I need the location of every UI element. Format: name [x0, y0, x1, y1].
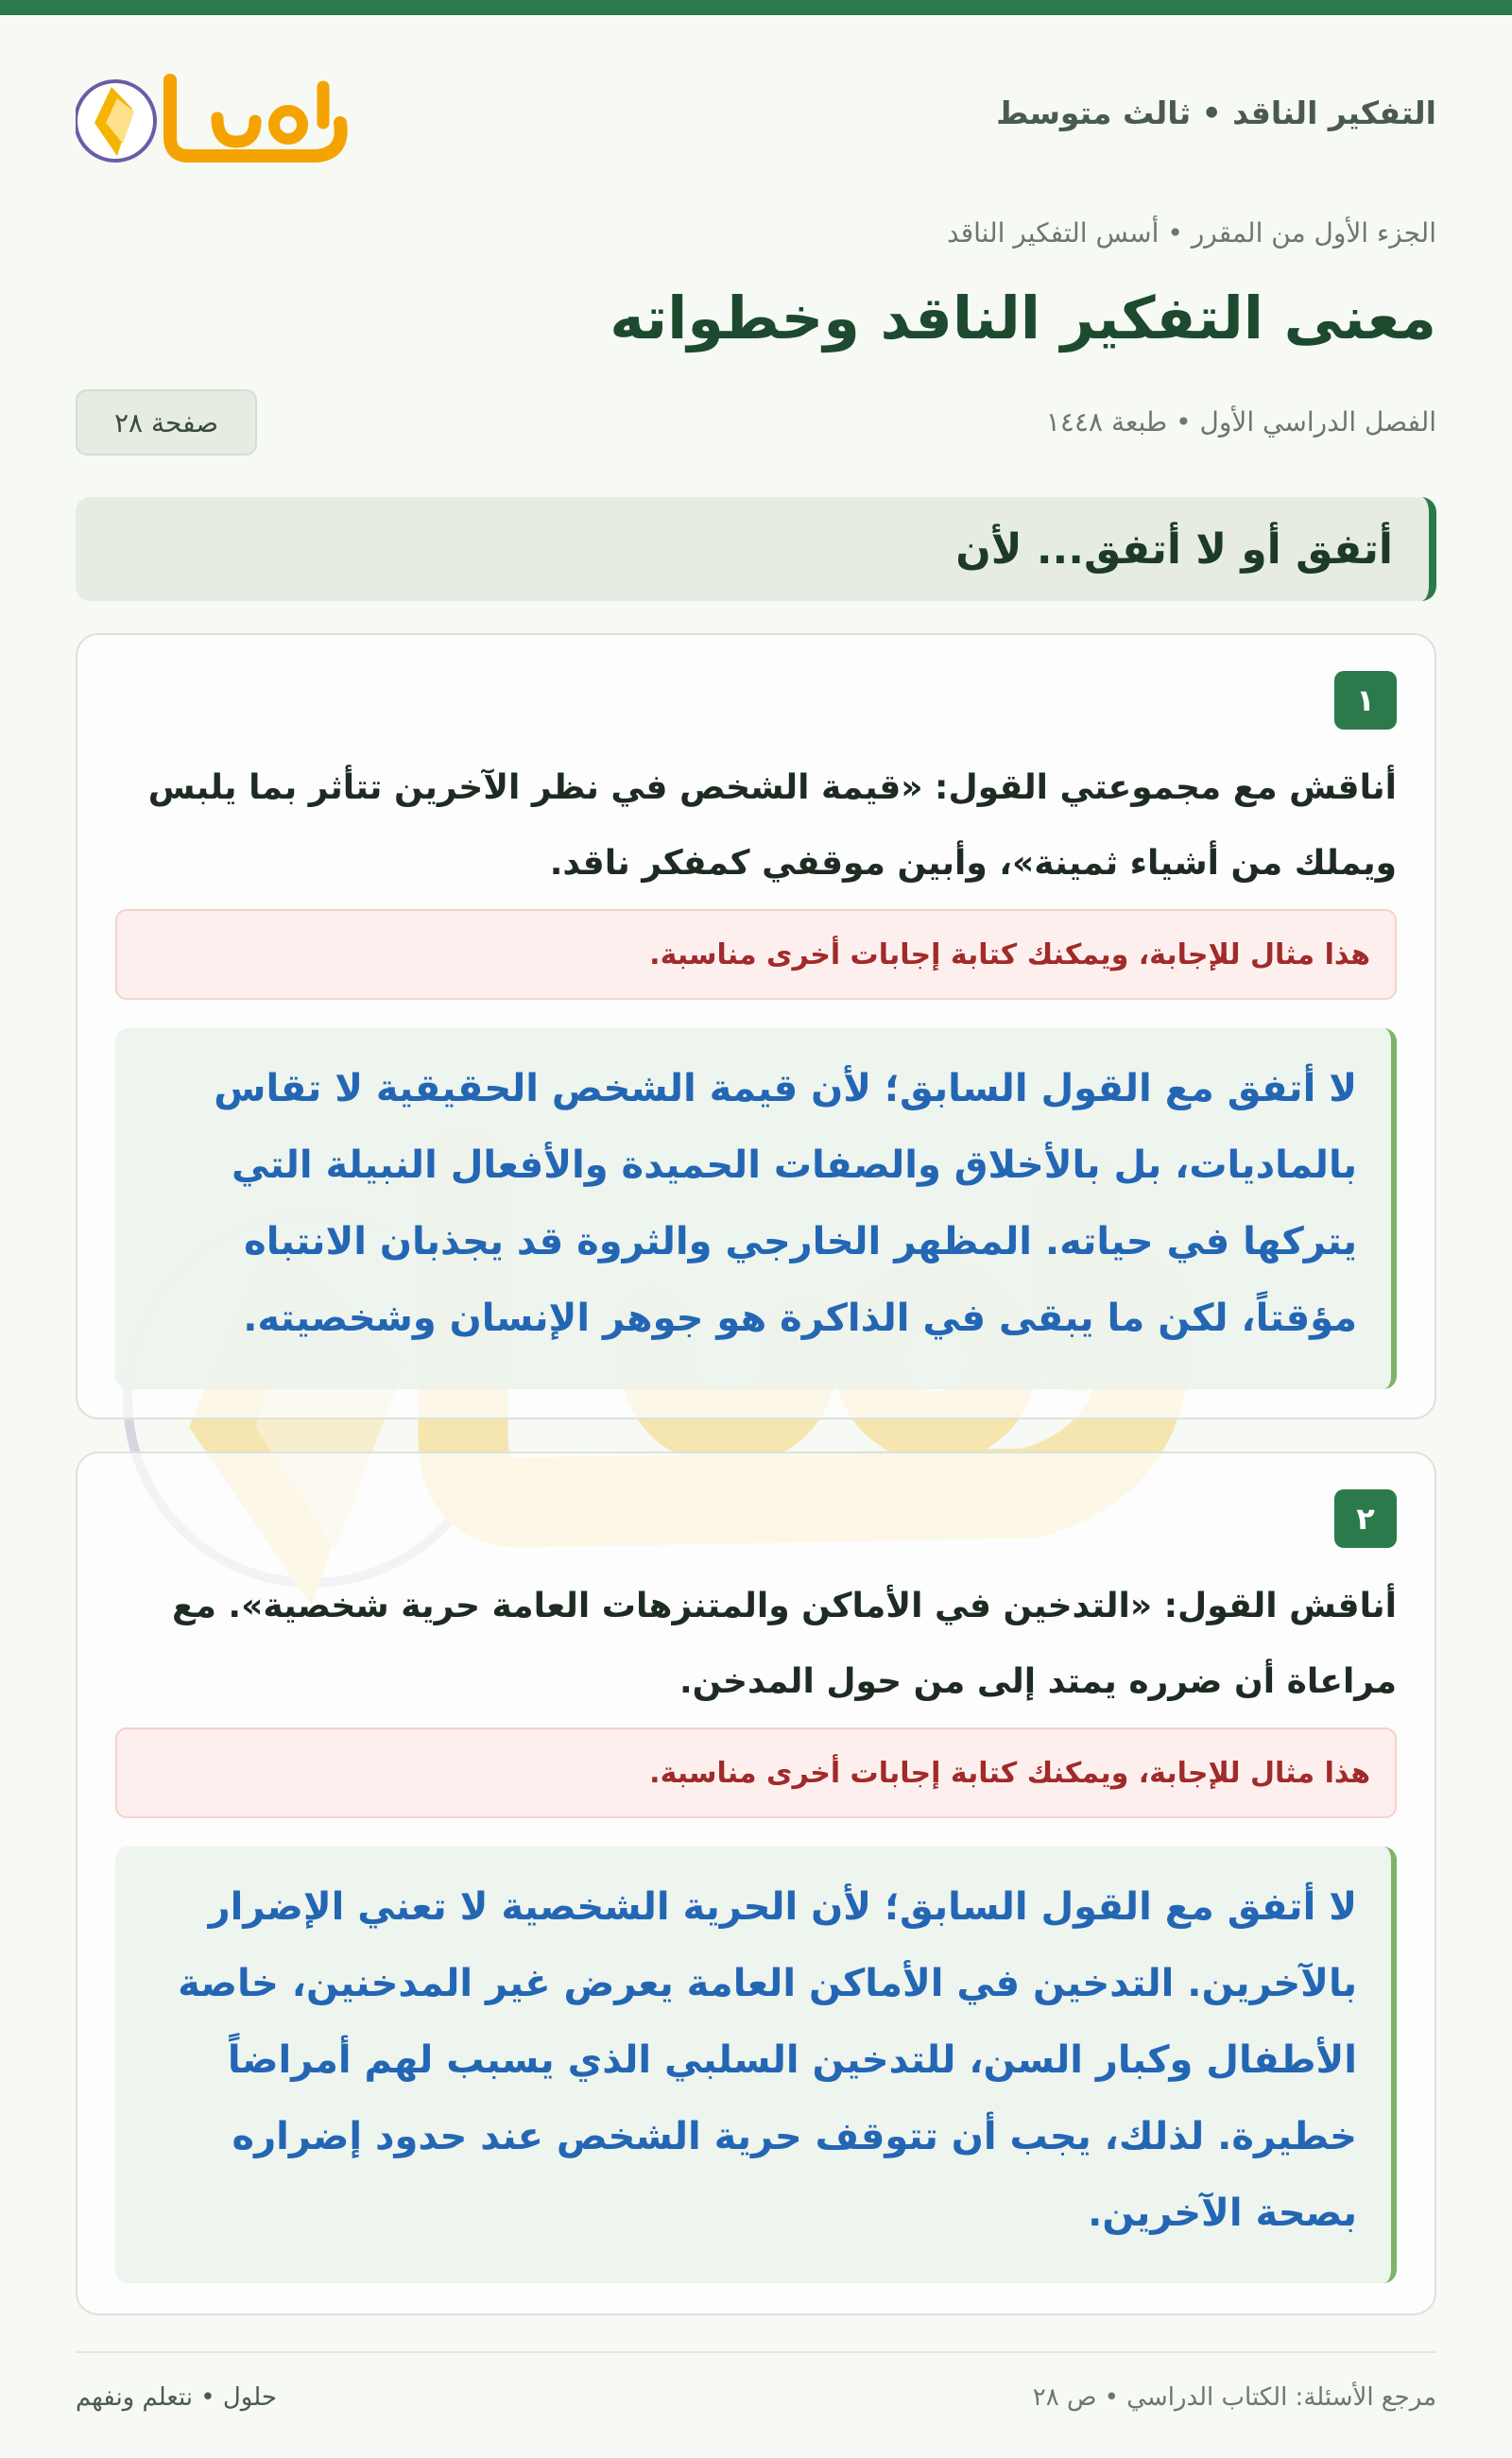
page-title: معنى التفكير الناقد وخطواته [610, 284, 1436, 352]
hulul-logo [76, 66, 359, 170]
question-text: أناقش القول: «التدخين في الأماكن والمتنزهات العامة حرية شخصية». مع مراعاة أن ضرره يمتد إلى من حول المدخن. [172, 1587, 1397, 1701]
footer-reference: مرجع الأسئلة: الكتاب الدراسي • ص ٢٨ [1032, 2383, 1436, 2412]
page-header [76, 66, 1436, 170]
question-card-2 [76, 1452, 1436, 2315]
course-part-line: الجزء الأول من المقرر • أسس التفكير الناقد [947, 217, 1436, 249]
question-number-badge: ١ [1334, 671, 1397, 730]
section-title: أتفق أو لا أتفق... لأن [76, 497, 1436, 601]
question-text: أناقش مع مجموعتي القول: «قيمة الشخص في نظر الآخرين تتأثر بما يلبس ويملك من أشياء ثمينة»، وأبين موقفي كمفكر ناقد. [147, 768, 1397, 883]
answer-box: لا أتفق مع القول السابق؛ لأن قيمة الشخص الحقيقية لا تقاس بالماديات، بل بالأخلاق والصفات الحميدة والأفعال النبيلة التي يتركها في حياته. المظهر الخارجي والثروة قد يجذبان الانتباه مؤقتاً، لكن ما يبقى في الذاكرة هو جوهر الإنسان وشخصيته. [115, 1028, 1397, 1389]
page-number-badge: صفحة ٢٨ [76, 389, 257, 456]
question-card-1 [76, 633, 1436, 1419]
answer-note: هذا مثال للإجابة، ويمكنك كتابة إجابات أخرى مناسبة. [115, 1727, 1397, 1818]
answer-note: هذا مثال للإجابة، ويمكنك كتابة إجابات أخرى مناسبة. [115, 909, 1397, 1000]
subject-title: التفكير الناقد • ثالث متوسط [996, 95, 1436, 131]
answer-box: لا أتفق مع القول السابق؛ لأن الحرية الشخصية لا تعني الإضرار بالآخرين. التدخين في الأماكن العامة يعرض غير المدخنين، خاصة الأطفال وكبار السن، للتدخين السلبي الذي يسبب لهم أمراضاً خطيرة. لذلك، يجب أن تتوقف حرية الشخص عند حدود إضراره بصحة الآخرين. [115, 1847, 1397, 2283]
top-accent-bar [0, 0, 1512, 15]
footer-brand: حلول • نتعلم ونفهم [76, 2383, 277, 2412]
question-number-badge: ٢ [1334, 1489, 1397, 1548]
semester-line: الفصل الدراسي الأول • طبعة ١٤٤٨ [1045, 406, 1436, 438]
footer-divider [76, 2351, 1436, 2353]
